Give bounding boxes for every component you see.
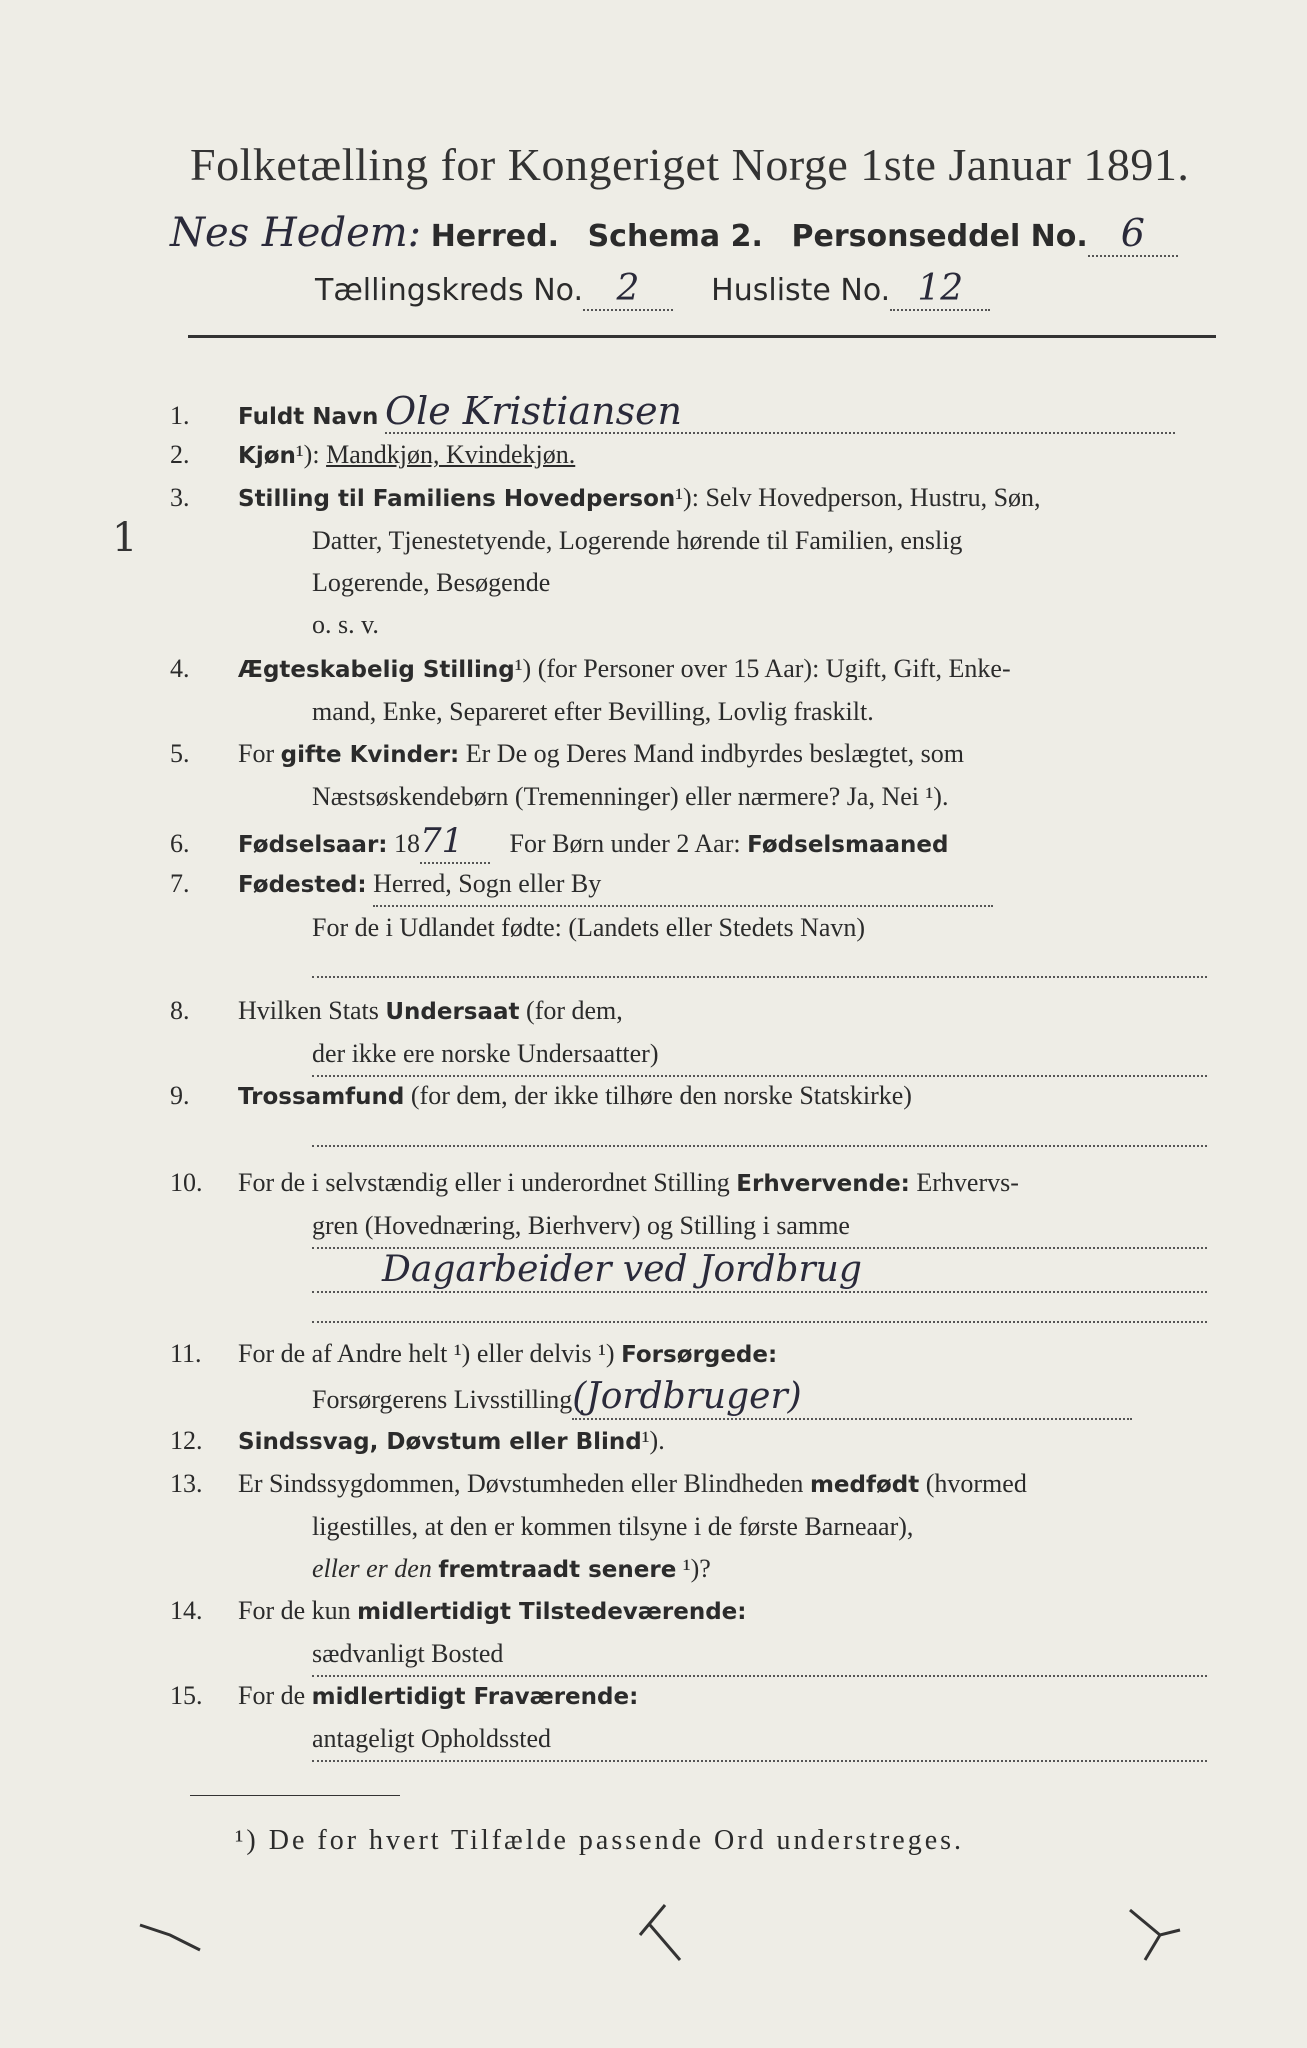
birth-year-prefix: 18 xyxy=(394,829,420,858)
margin-mark: 1 xyxy=(112,515,138,561)
footnote: ¹) De for hvert Tilfælde passende Ord understreges. xyxy=(235,1825,965,1856)
item-number: 2. xyxy=(170,440,190,469)
item-number: 3. xyxy=(170,483,190,512)
item-sup: ¹). xyxy=(641,1426,665,1455)
item-number: 8. xyxy=(170,996,190,1025)
item-number: 4. xyxy=(170,654,190,683)
item-number: 6. xyxy=(170,829,190,858)
item-label: gifte Kvinder: xyxy=(280,742,460,768)
item-label: fremtraadt senere xyxy=(438,1557,677,1583)
item-text: For Børn under 2 Aar: xyxy=(509,829,741,858)
occupation-value: Dagarbeider ved Jordbrug xyxy=(312,1249,1207,1293)
item-number: 13. xyxy=(170,1469,203,1498)
item-number: 9. xyxy=(170,1081,190,1110)
item-label: medfødt xyxy=(809,1472,920,1498)
full-name-value: Ole Kristiansen xyxy=(385,390,1175,434)
item-text: Datter, Tjenestetyende, Logerende hørende til Familien, enslig xyxy=(312,526,963,555)
item-text: o. s. v. xyxy=(312,610,379,639)
item-text: Næstsøskendebørn (Tremenninger) eller nærmere? Ja, Nei ¹). xyxy=(312,782,949,811)
item-text: Logerende, Besøgende xyxy=(312,568,551,597)
item-text: Er De og Deres Mand indbyrdes beslægtet, som xyxy=(465,739,965,768)
item-text: (for dem, der ikke tilhøre den norske Statskirke) xyxy=(410,1081,912,1110)
item-text: ¹) (for Personer over 15 Aar): Ugift, Gift, Enke- xyxy=(514,654,1011,683)
item-text: (for dem, xyxy=(526,996,623,1025)
item-label: Kjøn xyxy=(238,443,296,469)
item-text: ¹)? xyxy=(682,1554,711,1583)
provider-occupation-value: (Jordbruger) xyxy=(572,1376,1132,1420)
item-label: midlertidigt Fraværende: xyxy=(311,1684,639,1710)
item-number: 7. xyxy=(170,869,190,898)
item-label: Erhvervende: xyxy=(736,1171,910,1197)
item-number: 5. xyxy=(170,739,190,768)
herred-label: Herred. xyxy=(430,219,559,254)
item-text: For de kun xyxy=(238,1596,351,1625)
herred-name: Nes Hedem: xyxy=(170,210,422,256)
item-label: Forsørgede: xyxy=(621,1342,778,1368)
item-text: (hvormed xyxy=(925,1469,1027,1498)
item-label: Fødselsaar: xyxy=(238,832,388,858)
gender-options: Mandkjøn, Kvindekjøn. xyxy=(326,440,576,469)
item-text: mand, Enke, Separeret efter Bevilling, Lovlig fraskilt. xyxy=(312,697,874,726)
corner-mark-center-icon xyxy=(640,1905,680,1960)
form-title: Folketælling for Kongeriget Norge 1ste Januar 1891. xyxy=(190,139,1190,190)
corner-mark-left-icon xyxy=(140,1925,200,1950)
item-text: eller er den xyxy=(312,1554,432,1583)
husliste-number: 12 xyxy=(890,268,990,311)
item-sup: ¹): xyxy=(295,440,320,469)
item-text: Forsørgerens Livsstilling xyxy=(312,1385,573,1414)
item-number: 10. xyxy=(170,1168,203,1197)
item-text: For de af Andre helt ¹) eller delvis ¹) xyxy=(238,1339,615,1368)
kreds-label: Tællingskreds No. xyxy=(315,273,583,308)
schema-label: Schema 2. xyxy=(587,219,763,254)
item-number: 12. xyxy=(170,1426,203,1455)
item-label: Ægteskabelig Stilling xyxy=(238,657,515,683)
birth-year-value: 71 xyxy=(420,820,490,864)
kreds-number: 2 xyxy=(583,268,673,311)
item-label: midlertidigt Tilstedeværende: xyxy=(357,1599,747,1625)
item-text: For de xyxy=(238,1681,306,1710)
personseddel-number: 6 xyxy=(1088,211,1178,257)
item-text: For de i Udlandet fødte: (Landets eller Stedets Navn) xyxy=(312,913,866,942)
item-number: 11. xyxy=(170,1339,202,1368)
item-label: Undersaat xyxy=(385,999,520,1025)
item-label: Sindssvag, Døvstum eller Blind xyxy=(238,1429,642,1455)
item-text: sædvanligt Bosted xyxy=(312,1633,1207,1677)
item-number: 15. xyxy=(170,1681,203,1710)
item-text: For xyxy=(238,739,275,768)
item-number: 1. xyxy=(170,401,190,430)
personseddel-label: Personseddel No. xyxy=(791,219,1088,254)
item-text: ligestilles, at den er kommen tilsyne i de første Barneaar), xyxy=(312,1512,914,1541)
item-text: ¹): Selv Hovedperson, Hustru, Søn, xyxy=(675,483,1041,512)
item-text: Hvilken Stats xyxy=(238,996,379,1025)
item-label: Trossamfund xyxy=(238,1084,405,1110)
husliste-label: Husliste No. xyxy=(711,273,891,308)
item-text: antageligt Opholdssted xyxy=(312,1718,1207,1762)
item-text: Er Sindssygdommen, Døvstumheden eller Blindheden xyxy=(238,1469,804,1498)
item-label: Fuldt Navn xyxy=(238,404,379,430)
item-label: Stilling til Familiens Hovedperson xyxy=(238,486,676,512)
item-text: Erhvervs- xyxy=(916,1168,1019,1197)
item-label: Fødested: xyxy=(238,872,367,898)
corner-mark-right-icon xyxy=(1130,1910,1180,1960)
item-number: 14. xyxy=(170,1596,203,1625)
item-text: For de i selvstændig eller i underordnet Stilling xyxy=(238,1168,730,1197)
item-text: Herred, Sogn eller By xyxy=(373,863,993,907)
item-text: der ikke ere norske Undersaatter) xyxy=(312,1033,1207,1077)
item-label: Fødselsmaaned xyxy=(747,832,949,858)
item-text: gren (Hovednæring, Bierhverv) og Stilling i samme xyxy=(312,1205,1207,1249)
